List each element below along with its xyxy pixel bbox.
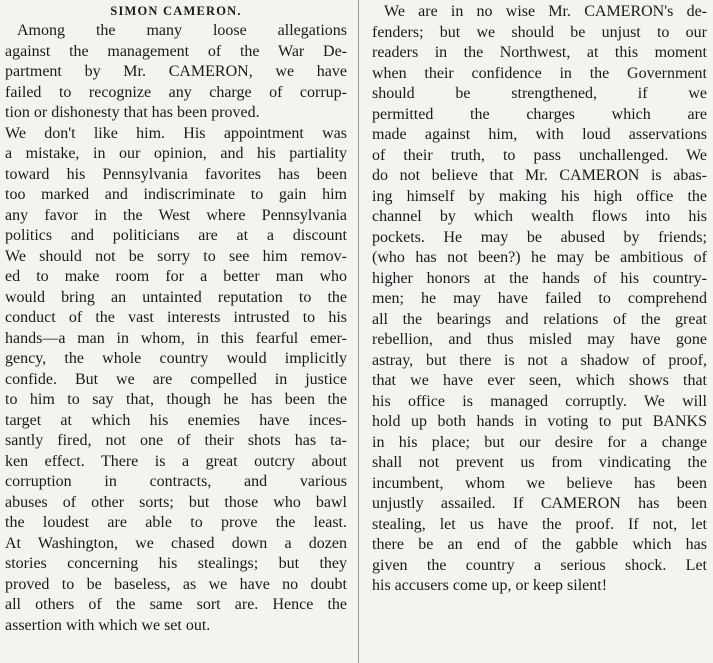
text-line: his office is managed corruptly. We will: [372, 392, 707, 410]
text-line: any favor in the West where Pennsylvania: [5, 206, 347, 224]
text-line: corruption in contracts, and various: [5, 473, 347, 490]
text-line: do not believe that Mr. CAMERON is abas-: [372, 167, 707, 184]
text-line: should be strengthened, if we: [372, 85, 707, 102]
headline: SIMON CAMERON.: [110, 4, 242, 18]
text-line: against the management of the War De-: [5, 42, 347, 60]
column-divider: [358, 0, 359, 663]
text-line: tion or dishonesty that has been proved.: [5, 104, 260, 121]
text-line: when their confidence in the Government: [372, 64, 707, 82]
text-line: channel by which wealth flows into his: [372, 208, 707, 225]
text-line: ing himself by making his high office the: [372, 187, 707, 205]
text-line: At Washington, we chased down a dozen: [5, 534, 347, 552]
text-line: shall not prevent us from vindicating the: [372, 454, 707, 471]
text-line: to him to say that, though he has been the: [5, 391, 347, 408]
text-line: stories concerning his stealings; but they: [5, 555, 347, 572]
text-line: of their truth, to pass unchallenged. We: [372, 146, 707, 164]
text-line: We are in no wise Mr. CAMERON's de-: [384, 3, 707, 20]
text-line: the loudest are able to prove the least.: [5, 514, 347, 531]
text-line: hold up both hands in voting to put BANKS: [372, 413, 707, 430]
text-line: astray, but there is not a shadow of proof,: [372, 351, 707, 369]
text-line: confide. But we are compelled in justice: [5, 370, 347, 388]
text-line: rebellion, and thus misled may have gone: [372, 331, 707, 348]
text-line: in his place; but our desire for a change: [372, 433, 707, 451]
text-line: stealing, let us have the proof. If not, let: [372, 515, 707, 533]
text-line: hands—a man in whom, in this fearful emer-: [5, 329, 347, 347]
text-line: men; he may have failed to comprehend: [372, 290, 707, 307]
text-line: made against him, with loud asservations: [372, 126, 707, 143]
left-column: [5, 2, 347, 636]
text-line: santly fired, not one of their shots has ta-: [5, 432, 347, 449]
text-line: ed to make room for a better man who: [5, 268, 347, 285]
text-line: fenders; but we should be unjust to our: [372, 23, 707, 41]
text-line: pockets. He may be abused by friends;: [372, 228, 707, 246]
text-line: higher honors at the hands of his country-: [372, 269, 707, 287]
text-line: failed to recognize any charge of corrup-: [5, 83, 347, 101]
text-line: (who has not been?) he may be ambitious of: [372, 249, 707, 266]
text-line: readers in the Northwest, at this moment: [372, 44, 707, 61]
text-line: We don't like him. His appointment was: [5, 124, 347, 142]
text-line: given the country a serious shock. Let: [372, 556, 707, 574]
text-line: too marked and indiscriminate to gain him: [5, 186, 347, 203]
text-line: proved to be baseless, as we have no doubt: [5, 575, 347, 593]
text-line: incumbent, whom we believe has been: [372, 474, 707, 492]
text-line: abuses of other sorts; but those who bawl: [5, 493, 347, 511]
text-line: gency, the whole country would implicitly: [5, 350, 347, 367]
text-line: permitted the charges which are: [372, 105, 707, 123]
text-line: all others of the same sort are. Hence the: [5, 596, 347, 613]
text-line: politics and politicians are at a discount: [5, 227, 347, 244]
text-line: would bring an untainted reputation to the: [5, 288, 347, 306]
text-line: ken effect. There is a great outcry about: [5, 452, 347, 470]
text-line: partment by Mr. CAMERON, we have: [5, 63, 347, 80]
text-line: a mistake, in our opinion, and his partiality: [5, 145, 347, 162]
text-line: his accusers come up, or keep silent!: [372, 577, 608, 594]
text-line: there be an end of the gabble which has: [372, 536, 707, 553]
text-line: conduct of the vast interests intrusted to his: [5, 309, 347, 326]
right-column: [372, 2, 707, 597]
text-line: target at which his enemies have inces-: [5, 411, 347, 429]
text-line: Among the many loose allegations: [17, 22, 347, 39]
text-line: that we have ever seen, which shows that: [372, 372, 707, 389]
text-line: toward his Pennsylvania favorites has been: [5, 165, 347, 183]
text-line: unjustly assailed. If CAMERON has been: [372, 495, 707, 512]
text-line: assertion with which we set out.: [5, 616, 211, 634]
text-line: We should not be sorry to see him remov-: [5, 247, 347, 265]
text-line: all the bearings and relations of the great: [372, 310, 707, 328]
